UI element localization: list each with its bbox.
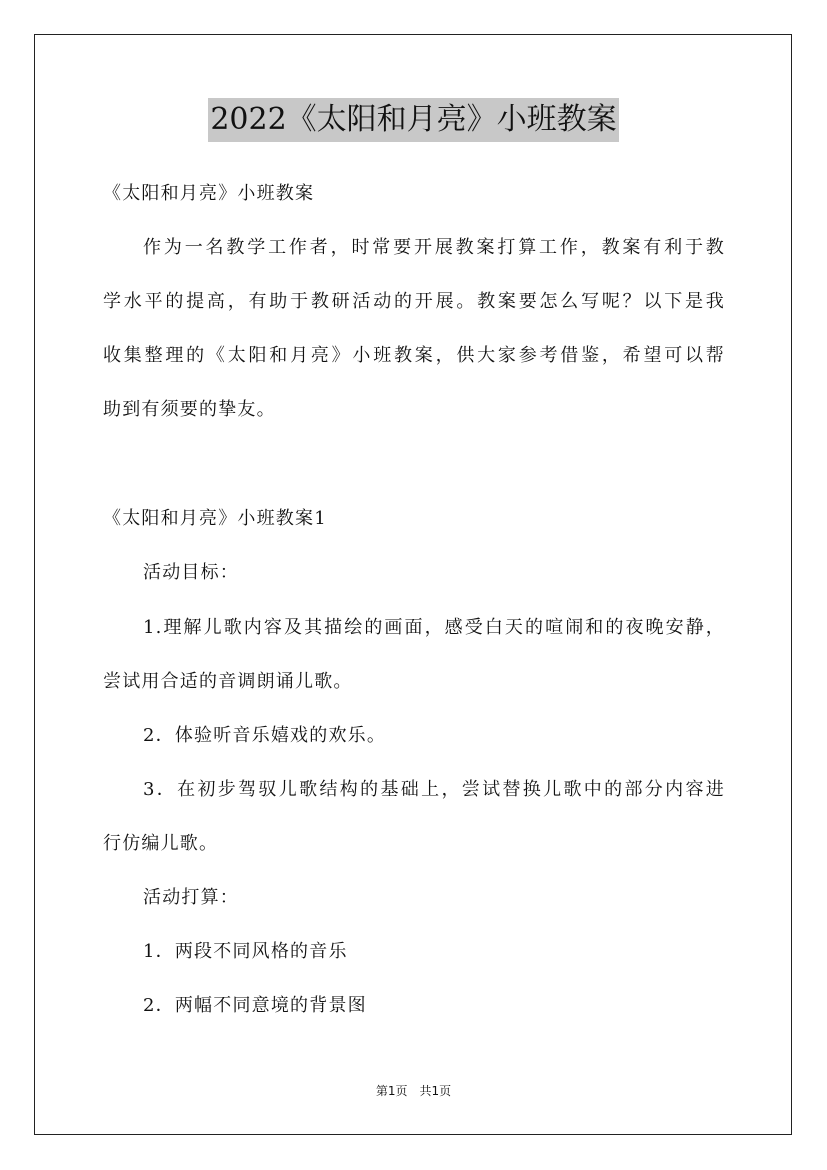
paragraph-line: 活动打算：	[143, 887, 239, 908]
paragraph-line: 学水平的提高，有助于教研活动的开展。教案要怎么写呢？以下是我	[103, 291, 725, 312]
paragraph-line: 1．两段不同风格的音乐	[143, 941, 348, 962]
paragraph-line: 助到有须要的挚友。	[103, 399, 276, 420]
paragraph-line: 尝试用合适的音调朗诵儿歌。	[103, 671, 353, 692]
title-container	[0, 98, 827, 142]
paragraph-line: 行仿编儿歌。	[103, 833, 219, 854]
paragraph-line: 活动目标：	[143, 562, 239, 583]
doc-subtitle: 《太阳和月亮》小班教案	[103, 183, 315, 204]
paragraph-line: 2．两幅不同意境的背景图	[143, 995, 367, 1016]
paragraph-line: 收集整理的《太阳和月亮》小班教案，供大家参考借鉴，希望可以帮	[103, 345, 725, 366]
page-footer	[0, 1082, 827, 1100]
paragraph-line: 3．在初步驾驭儿歌结构的基础上，尝试替换儿歌中的部分内容进	[143, 779, 725, 800]
page-number: 第1页 共1页	[375, 1084, 452, 1098]
section-heading: 《太阳和月亮》小班教案1	[103, 508, 327, 529]
paragraph-line: 作为一名教学工作者，时常要开展教案打算工作，教案有利于教	[143, 237, 725, 258]
paragraph-line: 1.理解儿歌内容及其描绘的画面，感受白天的喧闹和的夜晚安静，	[143, 617, 725, 638]
paragraph-line: 2．体验听音乐嬉戏的欢乐。	[143, 725, 387, 746]
document-title: 2022《太阳和月亮》小班教案	[208, 98, 618, 142]
